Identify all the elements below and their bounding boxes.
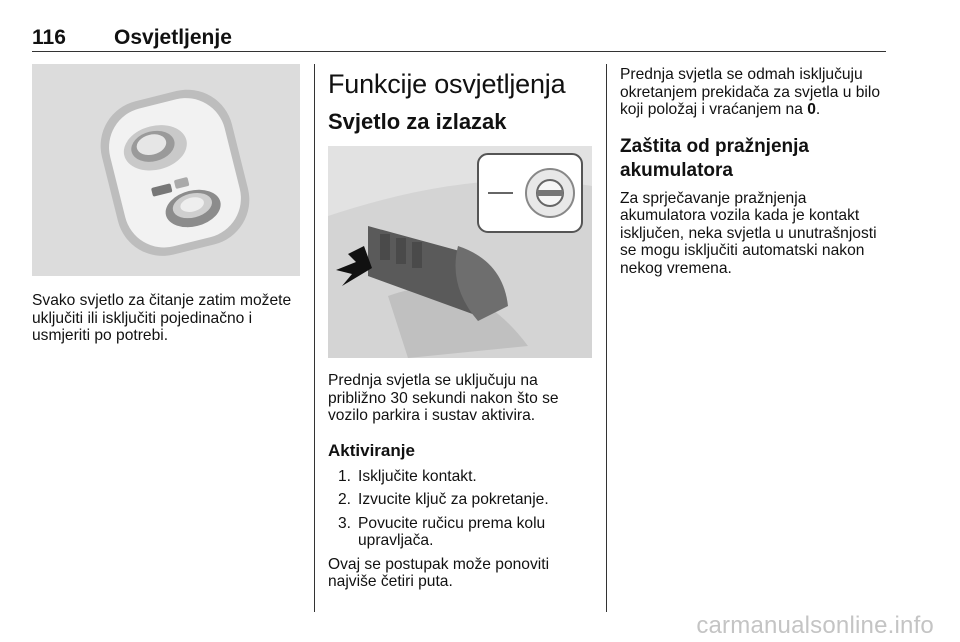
headlight-off-text-part2: . — [815, 101, 821, 118]
activation-steps — [328, 468, 592, 550]
reading-light-drawing — [32, 64, 300, 276]
stalk-drawing — [328, 146, 592, 358]
section-heading: Funkcije osvjetljenja — [328, 69, 566, 99]
step-1 — [328, 468, 592, 486]
exit-light-intro: Prednja svjetla se uključuju na približno 30 sekundi nakon što se vozilo parkira i sustav aktivira. — [328, 372, 559, 424]
activation-heading: Aktiviranje — [328, 440, 415, 460]
page-header — [32, 22, 886, 52]
watermark: carmanualsonline.info — [696, 612, 934, 639]
battery-protection-text: Za sprječavanje pražnjenja akumulatora vozila kada je kontakt isključen, neka svjetla u unutrašnjosti se mogu isključiti automatski nakon nekog vremena. — [620, 189, 877, 277]
headlight-off-text-part1: Prednja svjetla se odmah isključuju okretanjem prekidača za svjetla u bilo koji položaj i vraćanjem na — [620, 66, 881, 118]
step-number: 2. — [338, 491, 352, 508]
step-number: 3. — [338, 514, 352, 532]
subsection-heading: Svjetlo za izlazak — [328, 109, 507, 134]
column-divider-2 — [606, 64, 607, 612]
step-text: Izvucite ključ za pokretanje. — [358, 491, 549, 508]
exit-light-illustration — [328, 146, 592, 358]
step-2 — [328, 491, 592, 509]
step-3 — [328, 515, 592, 550]
column-divider-1 — [314, 64, 315, 612]
page-number: 116 — [32, 26, 66, 49]
header-rule — [32, 51, 886, 52]
headlight-off-text — [620, 66, 890, 119]
page-title: Osvjetljenje — [114, 26, 232, 49]
column-1 — [32, 64, 300, 345]
step-text: Isključite kontakt. — [358, 467, 477, 485]
column-2 — [328, 64, 592, 591]
reading-light-illustration — [32, 64, 300, 276]
repeat-note: Ovaj se postupak može ponoviti najviše četiri puta. — [328, 555, 550, 590]
battery-protection-heading: Zaštita od pražnjenja akumulatora — [620, 135, 809, 181]
reading-light-text: Svako svjetlo za čitanje zatim možete uključiti ili isključiti pojedinačno i usmjeriti po potrebi. — [32, 292, 292, 344]
step-number: 1. — [338, 467, 352, 485]
switch-position-zero: 0 — [807, 101, 816, 118]
step-text: Povucite ručicu prema kolu upravljača. — [358, 514, 546, 549]
column-3 — [620, 64, 890, 277]
